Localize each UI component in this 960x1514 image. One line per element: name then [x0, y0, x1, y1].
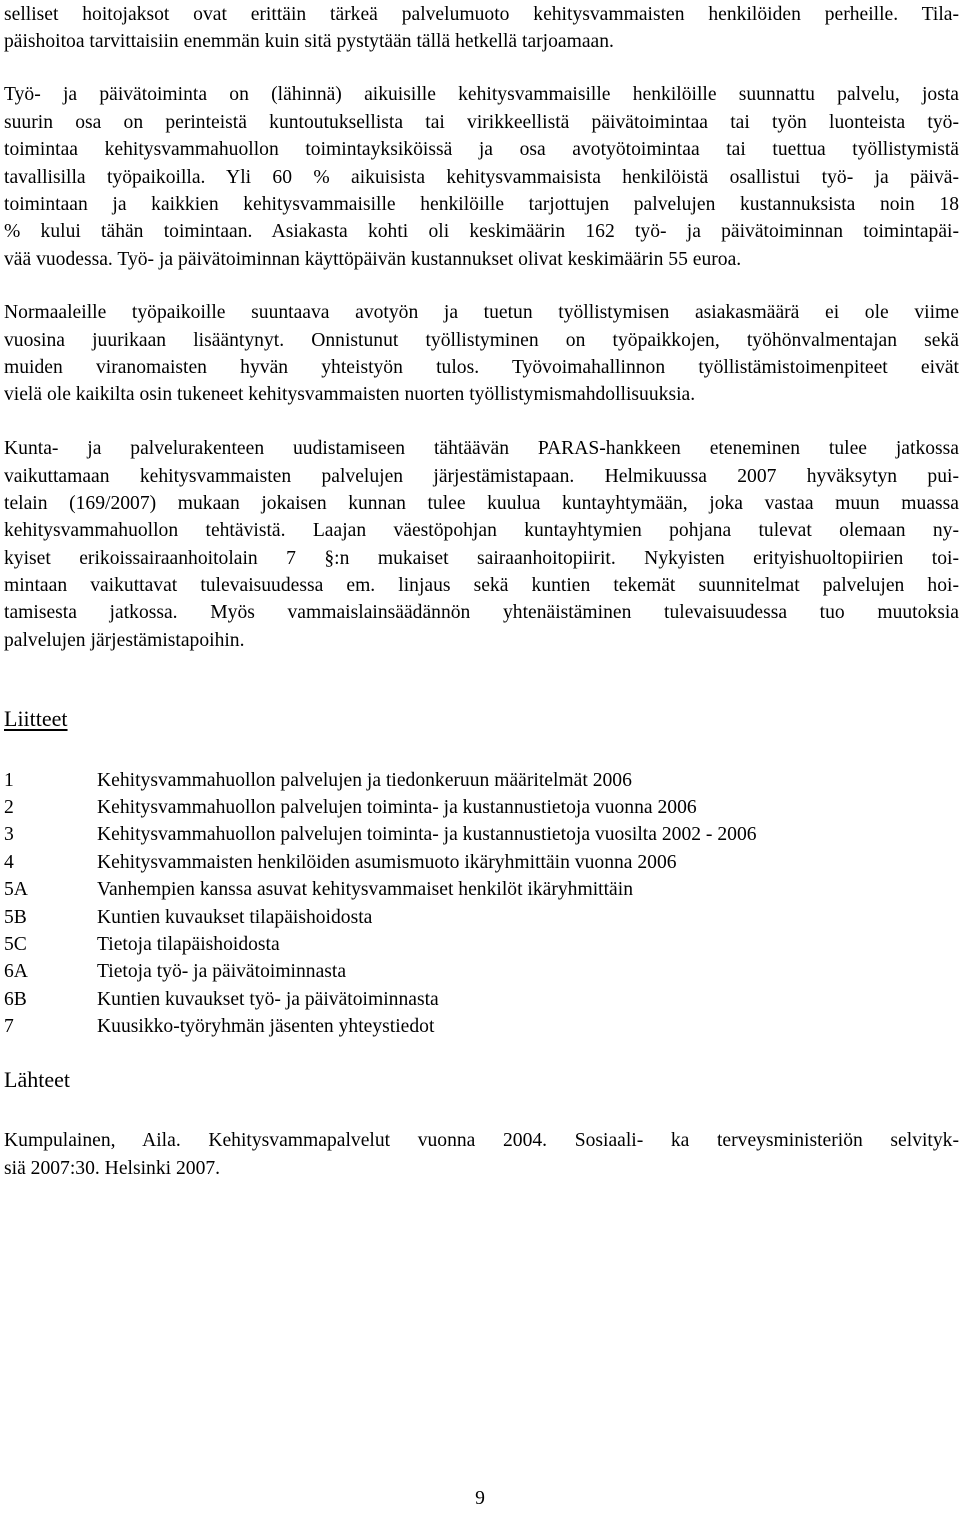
text-line: telain (169/2007) mukaan jokaisen kunnan tulee kuulua kuntayhtymään, joka vastaa muun muassa [4, 493, 959, 514]
attachment-number: 6B [4, 989, 27, 1010]
attachment-number: 5B [4, 907, 27, 928]
attachment-number: 1 [4, 770, 14, 791]
attachment-number: 4 [4, 852, 14, 873]
attachment-title: Kuntien kuvaukset tilapäishoidosta [97, 907, 373, 928]
attachment-title: Kehitysvammahuollon palvelujen toiminta- ja kustannustietoja vuosilta 2002 - 2006 [97, 824, 757, 845]
text-line: päishoitoa tarvittaisiin enemmän kuin sitä pystytään tällä hetkellä tarjoamaan. [4, 31, 614, 52]
sources-heading: Lähteet [4, 1067, 70, 1092]
attachment-number: 2 [4, 797, 14, 818]
attachment-title: Kehitysvammahuollon palvelujen ja tiedonkeruun määritelmät 2006 [97, 770, 632, 791]
text-line: muiden viranomaisten hyvän yhteistyön tulos. Työvoimahallinnon työllistämistoimenpiteet eivät [4, 357, 959, 378]
text-line: % kului tähän toimintaan. Asiakasta kohti oli keskimäärin 162 työ- ja päivätoiminnan toimintapäi- [4, 221, 959, 242]
text-line: tamisesta jatkossa. Myös vammaislainsäädännön yhtenäistäminen tulevaisuudessa tuo muutoksia [4, 602, 959, 623]
attachment-title: Kuusikko-työryhmän jäsenten yhteystiedot [97, 1016, 435, 1037]
text-line: vaikuttamaan kehitysvammaisten palvelujen järjestämistapaan. Helmikuussa 2007 hyväksytyn pui- [4, 466, 959, 487]
attachment-title: Tietoja tilapäishoidosta [97, 934, 280, 955]
attachment-title: Vanhempien kanssa asuvat kehitysvammaiset henkilöt ikäryhmittäin [97, 879, 633, 900]
text-line: vuosina juurikaan lisääntynyt. Onnistunut työllistyminen on työpaikkojen, työhönvalmentajan sekä [4, 330, 959, 351]
text-line: siä 2007:30. Helsinki 2007. [4, 1158, 221, 1179]
attachment-title: Kehitysvammaisten henkilöiden asumismuoto ikäryhmittäin vuonna 2006 [97, 852, 677, 873]
text-line: suurin osa on perinteistä kuntoutuksellista tai virikkeellistä päivätoimintaa tai työn luonteista työ- [4, 112, 959, 133]
attachment-title: Kuntien kuvaukset työ- ja päivätoiminnasta [97, 989, 439, 1010]
text-line: vää vuodessa. Työ- ja päivätoiminnan käyttöpäivän kustannukset olivat keskimäärin 55 euroa. [4, 249, 742, 270]
text-line: Kunta- ja palvelurakenteen uudistamiseen tähtäävän PARAS-hankkeen eteneminen tulee jatkossa [4, 438, 959, 459]
attachment-number: 5A [4, 879, 28, 900]
text-line: mintaan vaikuttavat tulevaisuudessa em. linjaus sekä kuntien tekemät suunnitelmat palvelujen hoi- [4, 575, 959, 596]
text-line: Työ- ja päivätoiminta on (lähinnä) aikuisille kehitysvammaisille henkilöille suunnattu palvelu, josta [4, 84, 959, 105]
attachment-title: Kehitysvammahuollon palvelujen toiminta- ja kustannustietoja vuonna 2006 [97, 797, 697, 818]
attachment-number: 7 [4, 1016, 14, 1037]
attachments-heading: Liitteet [4, 706, 68, 731]
text-line: selliset hoitojaksot ovat erittäin tärkeä palvelumuoto kehitysvammaisten henkilöiden perheille. Tila- [4, 4, 959, 25]
text-line: Kumpulainen, Aila. Kehitysvammapalvelut vuonna 2004. Sosiaali- ka terveysministeriön selvityk- [4, 1130, 959, 1151]
text-line: Normaaleille työpaikoille suuntaava avotyön ja tuetun työllistymisen asiakasmäärä ei ole viime [4, 302, 959, 323]
text-line: kyiset erikoissairaanhoitolain 7 §:n mukaiset sairaanhoitopiirit. Nykyisten erityishuoltopiirien toi- [4, 548, 959, 569]
attachment-number: 3 [4, 824, 14, 845]
text-line: tavallisilla työpaikoilla. Yli 60 % aikuisista kehitysvammaisista henkilöistä osallistui työ- ja päivä- [4, 167, 959, 188]
text-line: palvelujen järjestämistapoihin. [4, 630, 245, 651]
attachment-number: 5C [4, 934, 27, 955]
text-line: toimintaa kehitysvammahuollon toimintayksiköissä ja osa avotyötoimintaa tai tuettua työllistymistä [4, 139, 959, 160]
attachment-title: Tietoja työ- ja päivätoiminnasta [97, 961, 347, 982]
text-line: toimintaan ja kaikkien kehitysvammaisille henkilöille tarjottujen palvelujen kustannuksista noin 18 [4, 194, 959, 215]
text-line: kehitysvammahuollon tehtävistä. Laajan väestöpohjan kuntayhtymien pohjana tulevat olemaan ny- [4, 520, 959, 541]
page-number: 9 [475, 1488, 485, 1509]
text-line: vielä ole kaikilta osin tukeneet kehitysvammaisten nuorten työllistymismahdollisuuksia. [4, 384, 696, 405]
attachment-number: 6A [4, 961, 28, 982]
